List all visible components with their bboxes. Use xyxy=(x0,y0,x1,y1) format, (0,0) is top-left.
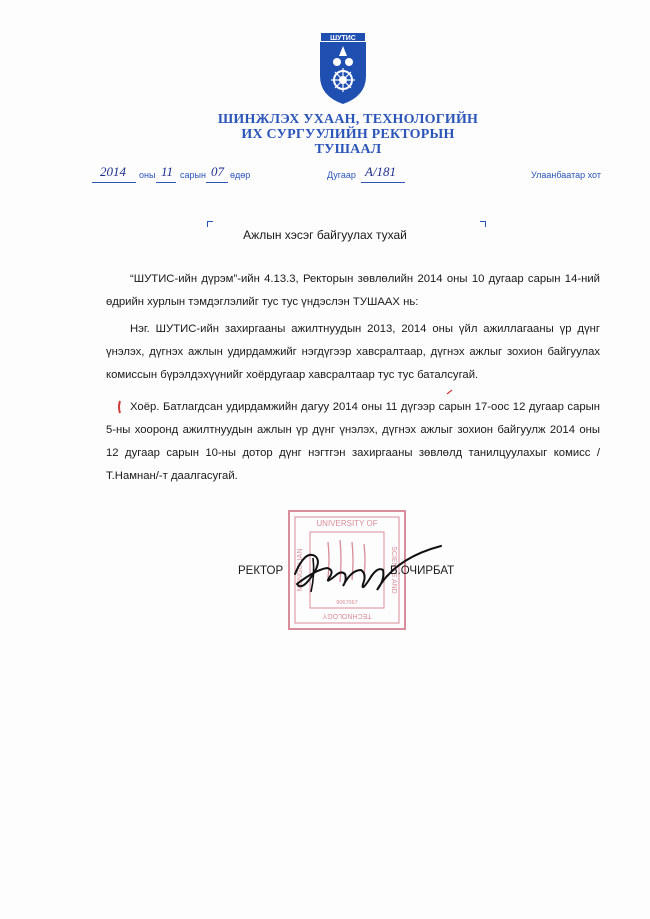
corner-mark-right-icon xyxy=(480,221,486,227)
subject-title: Ажлын хэсэг байгуулах тухай xyxy=(243,228,407,242)
date-day: 07 xyxy=(211,164,224,179)
stamp-bottom-text: TECHNOLOGY xyxy=(322,612,372,619)
stamp-right-text: SCIENCE AND xyxy=(390,546,397,594)
university-emblem-icon xyxy=(318,30,368,106)
stamp-left-text: MONGOLIAN xyxy=(297,548,304,592)
paragraph-preamble: “ШУТИС-ийн дүрэм”-ийн 4.13.3, Ректорын зөвлөлийн 2014 оны 10 дугаар сарын 14-ний өдрийн хурлын тэмдэглэлийг тус тус үндэслэн ТУШААХ нь: xyxy=(106,273,600,308)
month-label: сарын xyxy=(180,170,206,180)
year-label: оны xyxy=(139,170,156,180)
day-underline xyxy=(206,182,228,183)
handwritten-signature-icon xyxy=(285,540,445,600)
signatory-title: РЕКТОР xyxy=(238,565,284,577)
org-name-line-3: ТУШААЛ xyxy=(314,142,382,157)
signatory-name: Б.ОЧИРБАТ xyxy=(390,565,455,577)
number-underline xyxy=(361,182,405,183)
paragraph-one: Нэг. ШУТИС-ийн захиргааны ажилтнуудын 2013, 2014 оны үйл ажиллагааны үр дүнг үнэлэх, дүгнэх ажлын удирдамжийг нэгдүгээр хавсралтаар, дүгнэх ажлыг зохион байгуулах комиссын бүрэлдэхүүнийг хоёрдугаар хавсралтаар тус тус баталсугай. xyxy=(106,323,600,381)
order-number: А/181 xyxy=(365,164,397,179)
date-month: 11 xyxy=(161,164,174,179)
day-label: өдөр xyxy=(230,170,251,180)
month-underline xyxy=(156,182,176,183)
red-ink-dot-icon xyxy=(446,388,454,396)
org-name-line-2: ИХ СУРГУУЛИЙН РЕКТОРЫН xyxy=(241,127,455,142)
corner-mark-left-icon xyxy=(207,221,213,227)
year-underline xyxy=(92,182,136,183)
emblem-text: ШУТИС xyxy=(330,35,356,42)
date-year: 2014 xyxy=(100,164,126,179)
city: Улаанбаатар хот xyxy=(531,170,601,180)
red-ink-mark-icon xyxy=(117,400,123,414)
stamp-id-text: 9067067 xyxy=(336,600,358,606)
stamp-top-text: UNIVERSITY OF xyxy=(316,519,378,528)
number-label: Дугаар xyxy=(327,170,356,180)
paragraph-two: Хоёр. Батлагдсан удирдамжийн дагуу 2014 оны 11 дүгээр сарын 17-оос 12 дугаар сарын 5-ны хооронд ажилтнуудын ажлын үр дүнг үнэлэх, дүгнэх ажлыг зохион байгуулж 2014 оны 12 дугаар сарын 10-ны дотор дүнг нэгтгэн захиргааны зөвлөлд танилцуулахыг комисс /Т.Намнан/-т даалгасугай. xyxy=(106,401,600,482)
org-name-line-1: ШИНЖЛЭХ УХААН, ТЕХНОЛОГИЙН xyxy=(217,112,479,127)
